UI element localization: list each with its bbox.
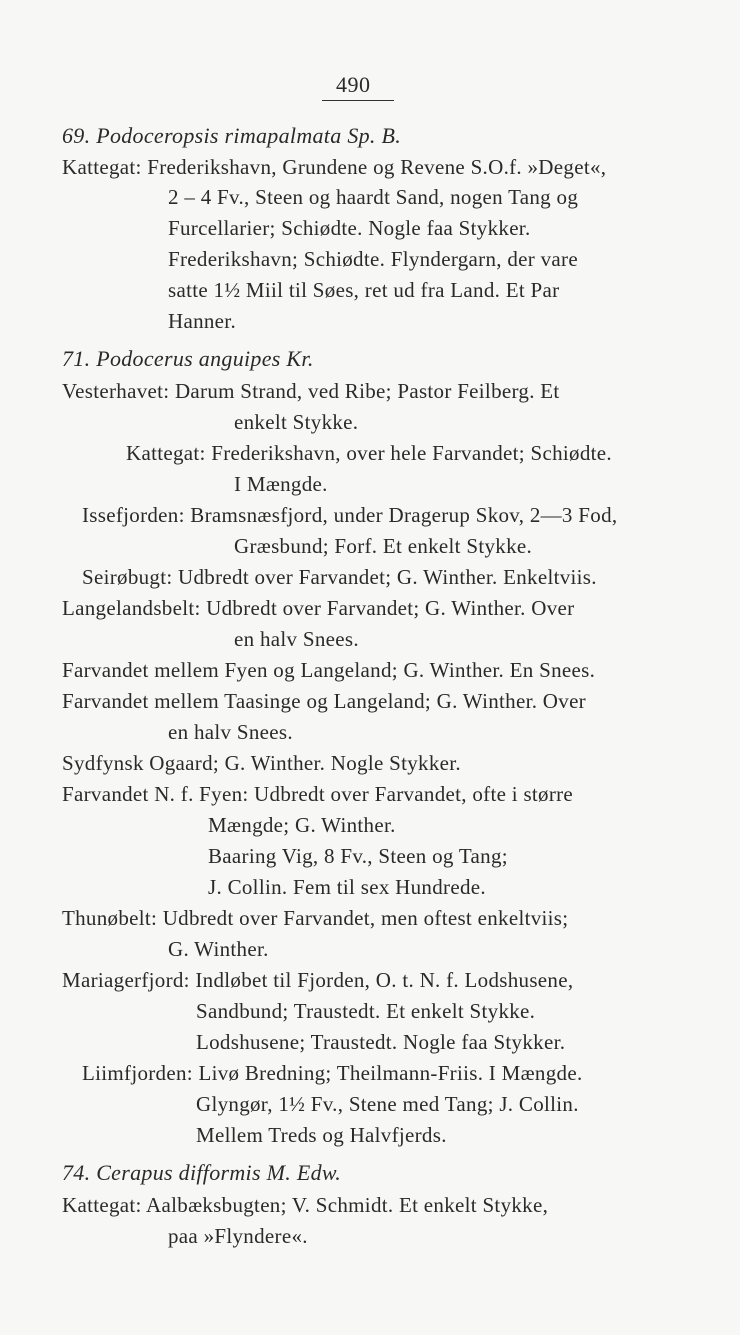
text-line: enkelt Stykke. <box>234 410 359 434</box>
text-line: en halv Snees. <box>168 720 293 744</box>
text-line: Vesterhavet: Darum Strand, ved Ribe; Pastor Feilberg. Et <box>62 379 560 403</box>
text-line: Liimfjorden: Livø Bredning; Theilmann-Friis. I Mængde. <box>82 1061 583 1085</box>
text-line: Kattegat: Frederikshavn, Grundene og Revene S.O.f. »Deget«, <box>62 155 607 179</box>
text-line: en halv Snees. <box>234 627 359 651</box>
text-line: Furcellarier; Schiødte. Nogle faa Stykker. <box>168 216 531 240</box>
text-line: Mængde; G. Winther. <box>208 813 396 837</box>
species-heading-74: 74. Cerapus difformis M. Edw. <box>62 1160 342 1185</box>
text-line: Græsbund; Forf. Et enkelt Stykke. <box>234 534 533 558</box>
text-line: Thunøbelt: Udbredt over Farvandet, men oftest enkeltviis; <box>62 906 569 930</box>
text-line: Farvandet mellem Taasinge og Langeland; G. Winther. Over <box>62 689 586 713</box>
text-line: Baaring Vig, 8 Fv., Steen og Tang; <box>208 844 508 868</box>
text-line: Mariagerfjord: Indløbet til Fjorden, O. t. N. f. Lodshusene, <box>62 968 574 992</box>
text-line: 2 – 4 Fv., Steen og haardt Sand, nogen Tang og <box>168 185 579 209</box>
text-line: Kattegat: Aalbæksbugten; V. Schmidt. Et enkelt Stykke, <box>62 1193 549 1217</box>
text-line: Frederikshavn; Schiødte. Flyndergarn, der vare <box>168 247 578 271</box>
text-line: Mellem Treds og Halvfjerds. <box>196 1123 447 1147</box>
text-line: Hanner. <box>168 309 236 333</box>
text-line: paa »Flyndere«. <box>168 1224 308 1248</box>
text-line: Farvandet mellem Fyen og Langeland; G. Winther. En Snees. <box>62 658 596 682</box>
text-line: J. Collin. Fem til sex Hundrede. <box>208 875 486 899</box>
text-line: G. Winther. <box>168 937 269 961</box>
text-line: Farvandet N. f. Fyen: Udbredt over Farvandet, ofte i større <box>62 782 574 806</box>
text-line: I Mængde. <box>234 472 328 496</box>
text-line: Sydfynsk Ogaard; G. Winther. Nogle Stykker. <box>62 751 461 775</box>
species-heading-71: 71. Podocerus anguipes Kr. <box>62 346 314 371</box>
text-line: Kattegat: Frederikshavn, over hele Farvandet; Schiødte. <box>126 441 612 465</box>
text-line: Sandbund; Traustedt. Et enkelt Stykke. <box>196 999 536 1023</box>
page-number-rule <box>322 100 394 101</box>
page-number: 490 <box>336 72 371 97</box>
species-heading-69: 69. Podoceropsis rimapalmata Sp. B. <box>62 123 402 148</box>
text-line: Glyngør, 1½ Fv., Stene med Tang; J. Collin. <box>196 1092 579 1116</box>
text-line: Seirøbugt: Udbredt over Farvandet; G. Winther. Enkeltviis. <box>82 565 597 589</box>
text-line: Langelandsbelt: Udbredt over Farvandet; G. Winther. Over <box>62 596 575 620</box>
text-line: Lodshusene; Traustedt. Nogle faa Stykker. <box>196 1030 566 1054</box>
text-line: satte 1½ Miil til Søes, ret ud fra Land. Et Par <box>168 278 560 302</box>
text-line: Issefjorden: Bramsnæsfjord, under Dragerup Skov, 2—3 Fod, <box>82 503 618 527</box>
